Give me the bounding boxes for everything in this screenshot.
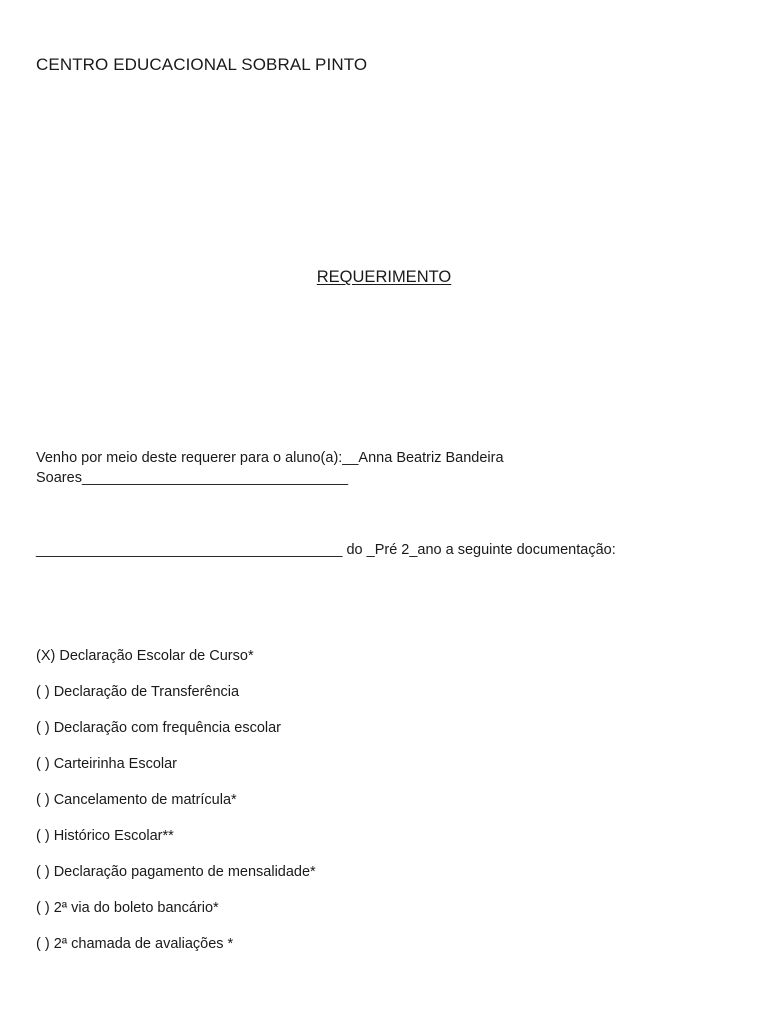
- document-title: [0, 268, 768, 287]
- request-text-line-2: Soares_________________________________: [36, 470, 349, 486]
- option-segunda-via-boleto: ( ) 2ª via do boleto bancário*: [36, 900, 219, 916]
- option-historico-escolar: ( ) Histórico Escolar**: [36, 828, 174, 844]
- request-text-line-3: ______________________________________ do _Pré 2_ano a seguinte documentação:: [36, 542, 616, 558]
- document-title-text: REQUERIMENTO: [316, 268, 452, 286]
- option-declaracao-frequencia: ( ) Declaração com frequência escolar: [36, 720, 281, 736]
- request-text-line-1: Venho por meio deste requerer para o aluno(a):__Anna Beatriz Bandeira: [36, 450, 504, 466]
- option-segunda-chamada-avaliacoes: ( ) 2ª chamada de avaliações *: [36, 936, 234, 952]
- option-declaracao-pagamento: ( ) Declaração pagamento de mensalidade*: [36, 864, 316, 880]
- option-cancelamento-matricula: ( ) Cancelamento de matrícula*: [36, 792, 237, 808]
- option-carteirinha-escolar: ( ) Carteirinha Escolar: [36, 756, 178, 772]
- school-name: CENTRO EDUCACIONAL SOBRAL PINTO: [36, 55, 368, 74]
- option-declaracao-escolar-curso: (X) Declaração Escolar de Curso*: [36, 648, 254, 664]
- option-declaracao-transferencia: ( ) Declaração de Transferência: [36, 684, 240, 700]
- document-options-list: [36, 646, 316, 970]
